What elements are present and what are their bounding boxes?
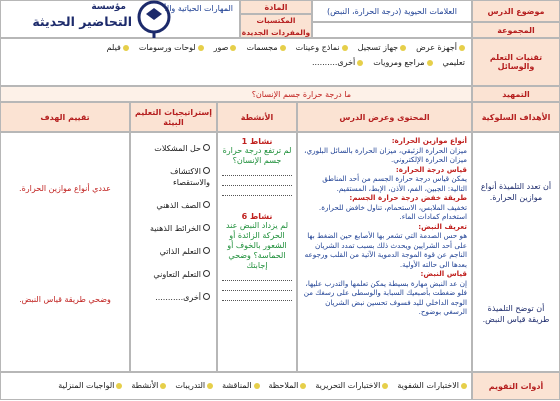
content-heading: قياس درجة الحرارة: xyxy=(395,164,467,174)
content-paragraph: إن عد النبض مهارة بسيطة يمكن تعلمها والتدرب عليها، فلو ضغطت بأصبعيك السبابة والوسطى على رسغك من الوجه الداخلي لليد فسوف تحسين نبض الشريان الرسغي بوضوح. xyxy=(303,278,467,316)
assessment-item[interactable]: الاختبارات التحريرية xyxy=(315,381,388,390)
resource-item[interactable]: تعليمي xyxy=(442,58,465,67)
content-heading: قياس النبض: xyxy=(420,269,467,278)
strategies-cell xyxy=(130,132,217,372)
checkbox-icon xyxy=(203,270,210,277)
topic-label: موضوع الدرس xyxy=(472,0,560,22)
activity-title: نشاط 1 xyxy=(241,137,273,146)
checkbox-icon xyxy=(203,144,210,151)
assessment-item[interactable]: الملاحظة xyxy=(269,381,307,390)
resource-item[interactable]: لوحات ورسومات xyxy=(139,43,204,52)
strategy-item[interactable]: أخرى........... xyxy=(137,292,210,303)
checkbox-icon xyxy=(203,293,210,300)
radio-icon xyxy=(382,383,388,389)
content-heading: طريقة خفض درجة حرارة الجسم: xyxy=(349,193,467,202)
col-evaluation: تقييم الهدف xyxy=(0,102,130,132)
resource-item[interactable]: نماذج وعينات xyxy=(296,43,348,52)
logo-line1: مؤسسة xyxy=(91,2,126,12)
col-activities: الأنشطة xyxy=(217,102,297,132)
answer-line[interactable] xyxy=(222,176,292,186)
radio-icon xyxy=(400,45,406,51)
assessment-cell xyxy=(0,372,472,400)
resource-item[interactable]: مجسمات xyxy=(246,43,285,52)
assessment-item[interactable]: الاختبارات الشفوية xyxy=(397,381,467,390)
group-value xyxy=(312,22,472,38)
resource-item[interactable]: فيلم xyxy=(107,43,129,52)
resources-row1 xyxy=(7,43,465,52)
content-paragraph: هو حس الصدمة التي تشعر بها الأصابع حين الضغط بها على أحد الشرايين ويحدث ذلك بسبب تمدد الشريان الناجم عن قوة الموجة الدموية الآتية من القلب ورجوعه بعدها الى حالته الأولية. xyxy=(304,231,467,269)
content-heading: تعريف النبض: xyxy=(418,221,467,231)
vocab-label: المكتسبات والمفردات الجديدة xyxy=(241,16,311,37)
group-label: المجموعة xyxy=(472,22,560,38)
intro-value: ما درجة حرارة جسم الإنسان؟ xyxy=(0,86,472,102)
intro-label: التمهيد xyxy=(472,86,560,102)
activity-text: لم ترتفع درجة حرارة جسم الإنسان؟ xyxy=(222,146,292,165)
activities-cell xyxy=(217,132,297,372)
radio-icon xyxy=(160,383,166,389)
checkbox-icon xyxy=(203,247,210,254)
assessment-item[interactable]: الأنشطة xyxy=(131,381,166,390)
checkbox-icon xyxy=(203,201,210,208)
content-cell xyxy=(297,132,472,372)
radio-icon xyxy=(230,45,236,51)
radio-icon xyxy=(207,383,213,389)
resource-item[interactable]: مراجع ومرويات xyxy=(373,58,432,67)
col-objectives: الأهداف السلوكية xyxy=(472,102,560,132)
radio-icon xyxy=(116,383,122,389)
subject-label: المادة xyxy=(240,0,312,14)
radio-icon xyxy=(280,45,286,51)
assessment-item[interactable]: التدريبات xyxy=(175,381,213,390)
radio-icon xyxy=(123,45,129,51)
answer-line[interactable] xyxy=(222,281,292,291)
topic-value: العلامات الحيوية (درجة الحرارة، النبض) xyxy=(312,0,472,22)
evaluation-cell xyxy=(0,132,130,372)
activity-title: نشاط 6 xyxy=(241,212,273,221)
resources-cell xyxy=(0,38,472,86)
strategy-item[interactable]: حل المشكلات xyxy=(137,143,210,154)
radio-icon xyxy=(427,60,433,66)
checkbox-icon xyxy=(203,167,210,174)
radio-icon xyxy=(198,45,204,51)
content-heading: أنواع موازين الحرارة: xyxy=(391,136,467,145)
resources-label: تقنيات التعلم والوسائل xyxy=(472,38,560,86)
objective-item: أن تعدد التلميذة أنواع موازين الحرارة. xyxy=(480,182,552,202)
resource-item[interactable]: أخرى.......... xyxy=(312,58,363,67)
strategy-item[interactable]: التعلم التعاوني xyxy=(137,269,210,280)
radio-icon xyxy=(254,383,260,389)
assessment-label: أدوات التقويم xyxy=(472,372,560,400)
evaluation-item: وضحي طريقة قياس النبض. xyxy=(19,295,111,304)
content-paragraph: استخدام كمادات الماء. xyxy=(399,212,467,221)
resource-item[interactable]: صور xyxy=(214,43,237,52)
objectives-cell xyxy=(472,132,560,372)
content-paragraph: يمكن قياس درجة حرارة الجسم من أحد المناطق التالية: الجبين، الفم، الأذن، الإبط، المستقيم. xyxy=(322,174,467,193)
strategy-item[interactable]: التعلم الذاتي xyxy=(137,246,210,257)
checkbox-icon xyxy=(203,224,210,231)
logo-line2: التحاضير الحديثة xyxy=(32,14,132,29)
answer-line[interactable] xyxy=(222,166,292,176)
radio-icon xyxy=(461,383,467,389)
content-paragraph: ميزان الحرارة الزئبقي، ميزان الحرارة بالسائل البلوري، ميزان الحرارة الإلكتروني. xyxy=(304,145,467,164)
radio-icon xyxy=(342,45,348,51)
strategy-item[interactable]: الخرائط الذهنية xyxy=(137,223,210,234)
strategy-item[interactable]: الاكتشاف والاستقصاء xyxy=(170,167,210,187)
assessment-item[interactable]: المناقشة xyxy=(222,381,259,390)
assessment-item[interactable]: الواجبات المنزلية xyxy=(58,381,122,390)
activity-text: لم يزداد النبض عند الحركة الزائدة أو الشعور بالخوف أو الحماسة؟ وضحي إجابتك xyxy=(225,221,289,270)
resource-item[interactable]: جهاز تسجيل xyxy=(358,43,406,52)
objective-item: أن توضح التلميذة طريقة قياس النبض. xyxy=(482,304,550,324)
answer-line[interactable] xyxy=(222,186,292,196)
resource-item[interactable]: أجهزة عرض xyxy=(416,43,465,52)
life-skills: المهارات الحياتية والأ xyxy=(164,4,233,13)
content-paragraph: تخفيف الملابس، الاستحمام، تناول خافض للحرارة. xyxy=(318,202,467,212)
logo xyxy=(2,0,172,40)
resources-row2 xyxy=(7,58,465,67)
col-content: المحتوى وعرض الدرس xyxy=(297,102,472,132)
strategy-item[interactable]: الصف الذهني xyxy=(137,200,210,211)
radio-icon xyxy=(357,60,363,66)
col-strategies: إستراتيجيات التعليم البيئة xyxy=(130,102,217,132)
radio-icon xyxy=(300,383,306,389)
answer-line[interactable] xyxy=(222,271,292,281)
answer-line[interactable] xyxy=(222,291,292,301)
radio-icon xyxy=(459,45,465,51)
evaluation-item: عددي أنواع موازين الحرارة. xyxy=(19,184,111,193)
logo-emblem-icon xyxy=(134,0,174,40)
